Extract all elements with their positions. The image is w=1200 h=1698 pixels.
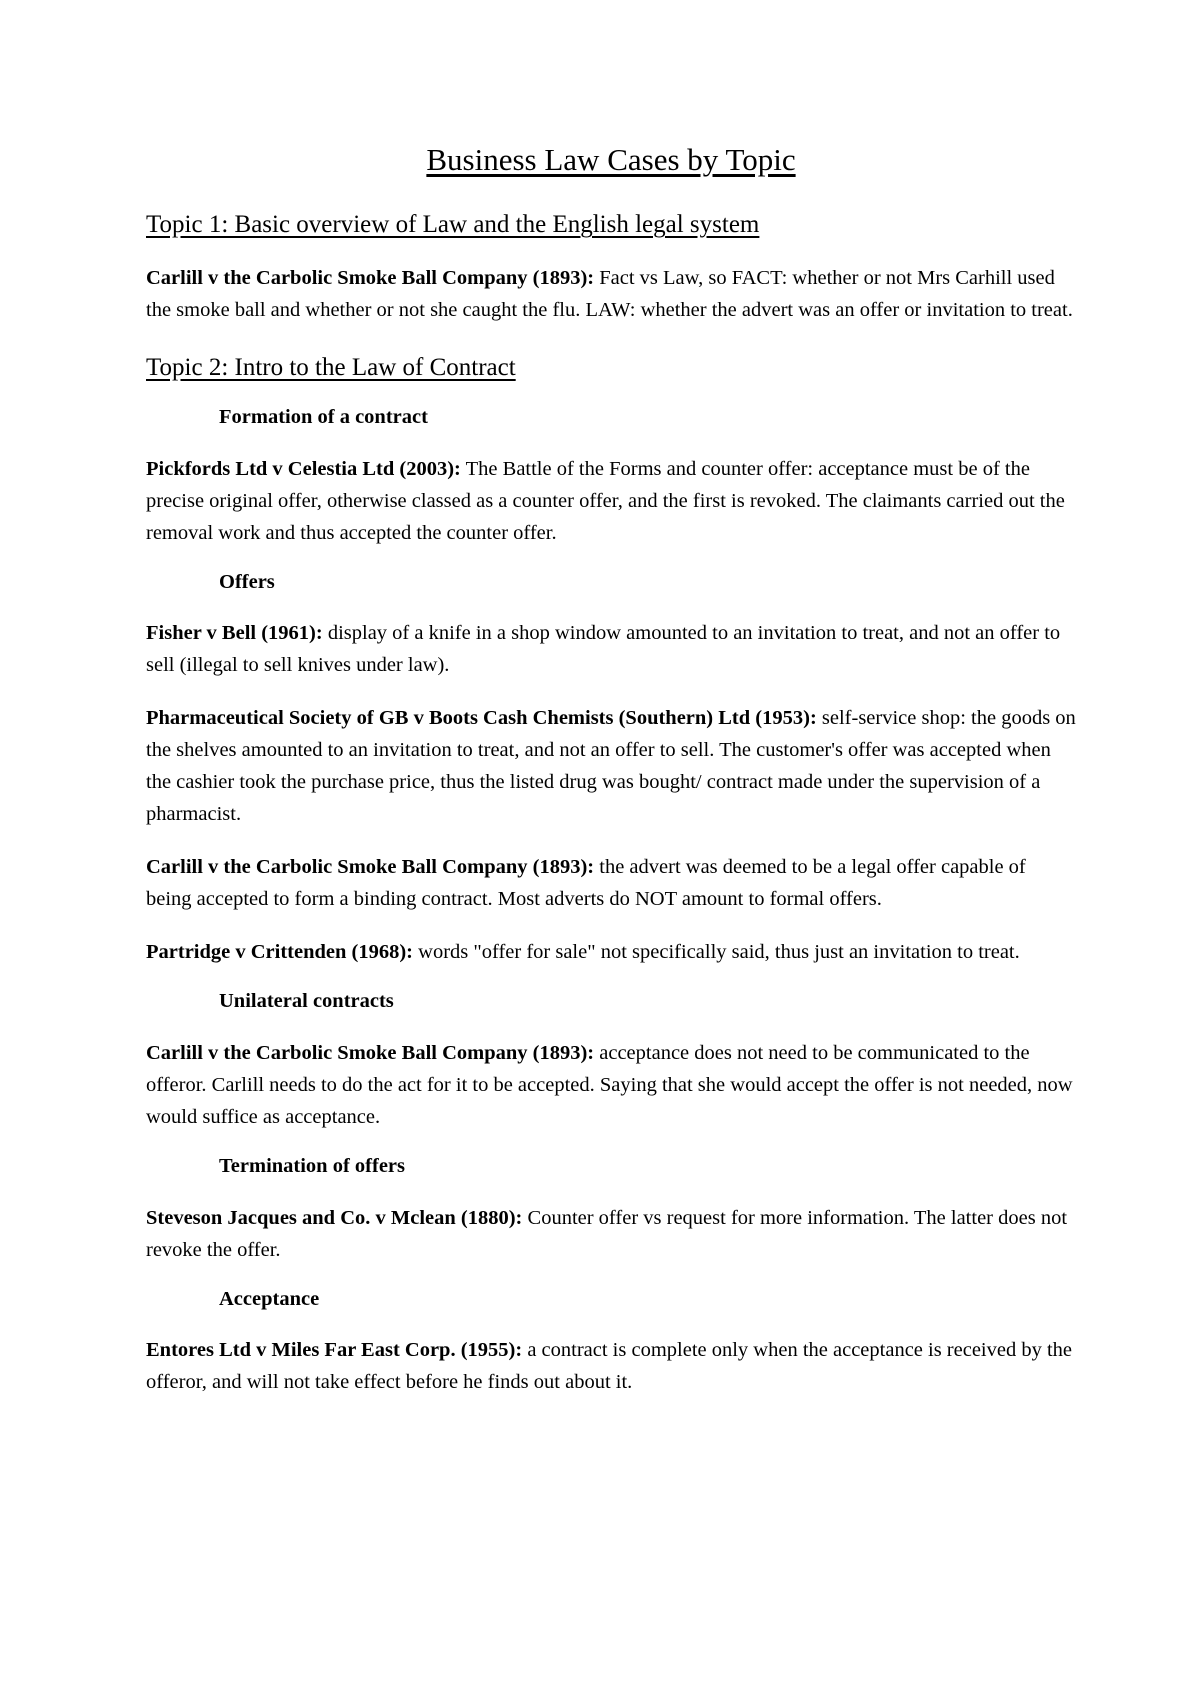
case-summary: Counter offer vs request for more information. The latter does not revoke the offer. (146, 1206, 1068, 1261)
case-entry (146, 1202, 1076, 1266)
subheading-offers: Offers (219, 570, 275, 593)
case-name: Carlill v the Carbolic Smoke Ball Company (1893): (146, 1042, 595, 1065)
case-summary: a contract is complete only when the acceptance is received by the offeror, and will not take effect before he finds out about it. (146, 1339, 1073, 1394)
subheading-acceptance: Acceptance (219, 1287, 320, 1310)
case-name: Entores Ltd v Miles Far East Corp. (1955): (146, 1339, 523, 1362)
case-summary: self-service shop: the goods on the shelves amounted to an invitation to treat, and not an offer to sell. The customer's offer was accepted when the cashier took the purchase price, thus the listed drug was bought/ contract made under the supervision of a pharmacist. (146, 707, 1076, 826)
case-summary: The Battle of the Forms and counter offer: acceptance must be of the precise original offer, otherwise classed as a counter offer, and the first is revoked. The claimants carried out the removal work and thus accepted the counter offer. (146, 457, 1065, 544)
subheading-termination-of-offers: Termination of offers (219, 1155, 405, 1178)
case-summary: display of a knife in a shop window amounted to an invitation to treat, and not an offer to sell (illegal to sell knives under law). (146, 622, 1061, 677)
document-page (146, 140, 1076, 1419)
case-entry (146, 1334, 1076, 1398)
topic-1-heading: Topic 1: Basic overview of Law and the English legal system (146, 211, 760, 239)
case-name: Fisher v Bell (1961): (146, 622, 323, 645)
case-entry (146, 851, 1076, 915)
case-name: Partridge v Crittenden (1968): (146, 941, 414, 964)
case-summary: words "offer for sale" not specifically said, thus just an invitation to treat. (413, 941, 1020, 964)
case-summary: Fact vs Law, so FACT: whether or not Mrs Carhill used the smoke ball and whether or not she caught the flu. LAW: whether the advert was an offer or invitation to treat. (146, 267, 1073, 322)
case-name: Pharmaceutical Society of GB v Boots Cash Chemists (Southern) Ltd (1953): (146, 707, 817, 730)
case-name: Carlill v the Carbolic Smoke Ball Company (1893): (146, 267, 595, 290)
case-entry (146, 617, 1076, 681)
case-name: Pickfords Ltd v Celestia Ltd (2003): (146, 457, 461, 480)
case-entry (146, 936, 1076, 968)
case-entry (146, 702, 1076, 830)
case-summary: the advert was deemed to be a legal offer capable of being accepted to form a binding contract. Most adverts do NOT amount to formal offers. (146, 856, 1026, 911)
case-entry (146, 453, 1076, 549)
subheading-unilateral-contracts: Unilateral contracts (219, 990, 394, 1013)
case-entry (146, 1037, 1076, 1133)
case-entry (146, 262, 1076, 326)
case-name: Steveson Jacques and Co. v Mclean (1880): (146, 1206, 523, 1229)
subheading-formation: Formation of a contract (219, 406, 428, 429)
case-summary: acceptance does not need to be communicated to the offeror. Carlill needs to do the act for it to be accepted. Saying that she would accept the offer is not needed, now would suffice as acceptance. (146, 1042, 1073, 1129)
document-title: Business Law Cases by Topic (426, 142, 796, 177)
case-name: Carlill v the Carbolic Smoke Ball Company (1893): (146, 856, 595, 879)
topic-2-heading: Topic 2: Intro to the Law of Contract (146, 354, 516, 382)
